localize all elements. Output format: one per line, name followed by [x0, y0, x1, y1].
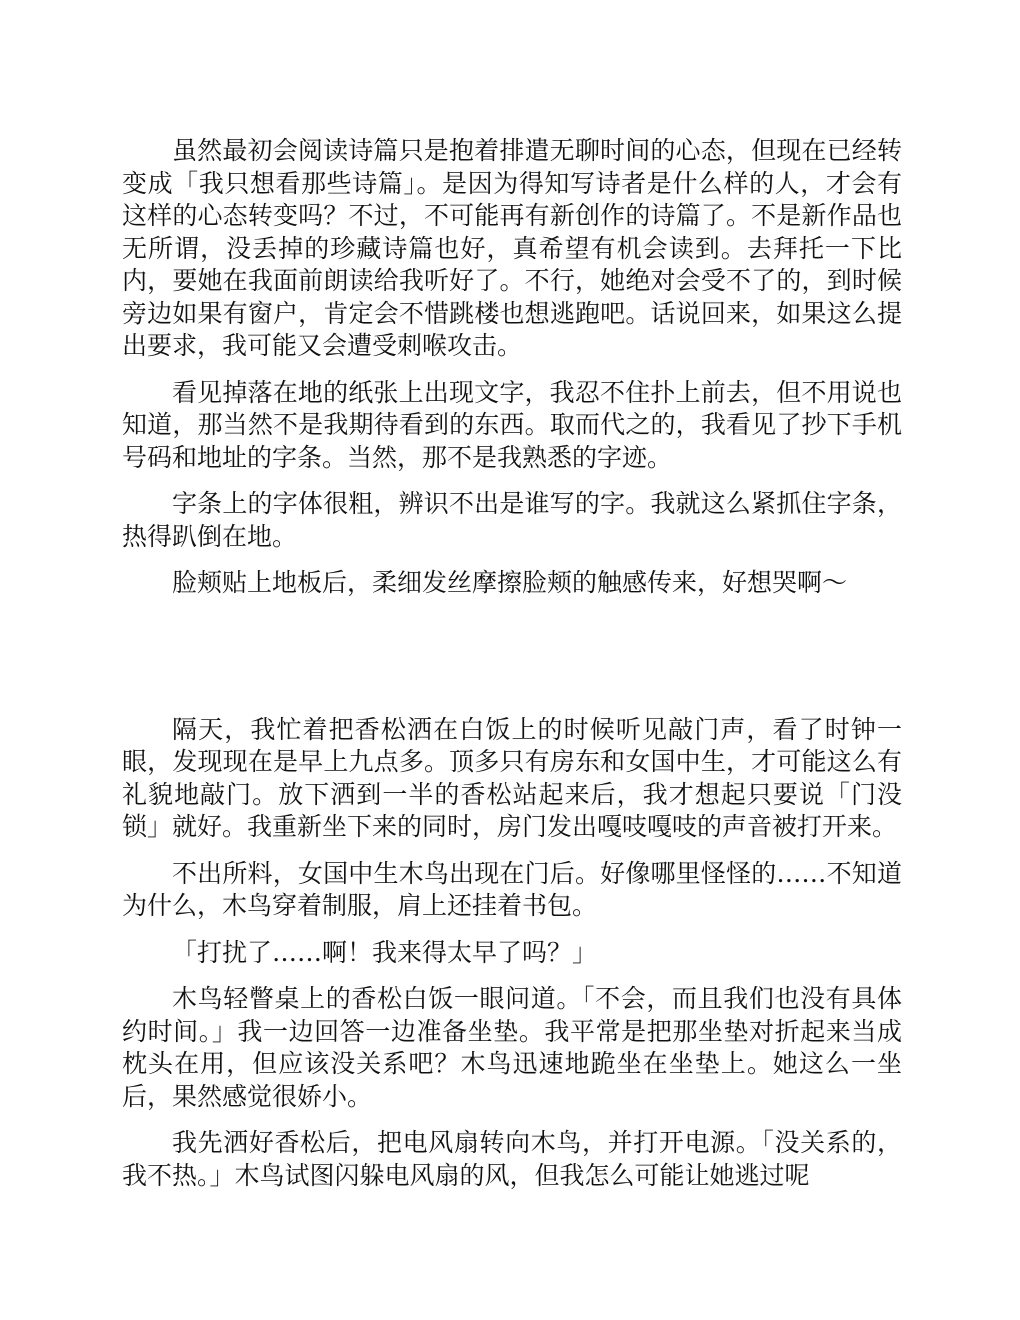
paragraph: 虽然最初会阅读诗篇只是抱着排遣无聊时间的心态，但现在已经转变成「我只想看那些诗篇」。是因为得知写诗者是什么样的人，才会有这样的心态转变吗？不过，不可能再有新创作的诗篇了。不是新作品也无所谓，没丢掉的珍藏诗篇也好，真希望有机会读到。去拜托一下比内，要她在我面前朗读给我听好了。不行，她绝对会受不了的，到时候旁边如果有窗户，肯定会不惜跳楼也想逃跑吧。话说回来，如果这么提出要求，我可能又会遭受刺喉攻击。 [122, 136, 902, 360]
paragraph: 「打扰了……啊！我来得太早了吗？」 [172, 937, 598, 967]
paragraph: 不出所料，女国中生木鸟出现在门后。好像哪里怪怪的……不知道为什么，木鸟穿着制服，肩上还挂着书包。 [122, 858, 902, 920]
paragraph: 字条上的字体很粗，辨识不出是谁写的字。我就这么紧抓住字条，热得趴倒在地。 [122, 489, 902, 551]
paragraph: 隔天，我忙着把香松洒在白饭上的时候听见敲门声，看了时钟一眼，发现现在是早上九点多。顶多只有房东和女国中生，才可能这么有礼貌地敲门。放下洒到一半的香松站起来后，我才想起只要说「门没锁」就好。我重新坐下来的同时，房门发出嘎吱嘎吱的声音被打开来。 [122, 714, 902, 841]
scene-break [122, 614, 902, 714]
paragraph: 看见掉落在地的纸张上出现文字，我忍不住扑上前去，但不用说也知道，那当然不是我期待看到的东西。取而代之的，我看见了抄下手机号码和地址的字条。当然，那不是我熟悉的字迹。 [122, 377, 902, 472]
paragraph: 脸颊贴上地板后，柔细发丝摩擦脸颊的触感传来，好想哭啊～ [172, 568, 848, 597]
paragraph: 我先洒好香松后，把电风扇转向木鸟，并打开电源。「没关系的，我不热。」木鸟试图闪躲电风扇的风，但我怎么可能让她逃过呢 [122, 1128, 902, 1190]
paragraph: 木鸟轻瞥桌上的香松白饭一眼问道。「不会，而且我们也没有具体约时间。」我一边回答一边准备坐垫。我平常是把那坐垫对折起来当成枕头在用，但应该没关系吧？木鸟迅速地跪坐在坐垫上。她这么一坐后，果然感觉很娇小。 [122, 984, 902, 1111]
page-body [122, 135, 902, 1206]
